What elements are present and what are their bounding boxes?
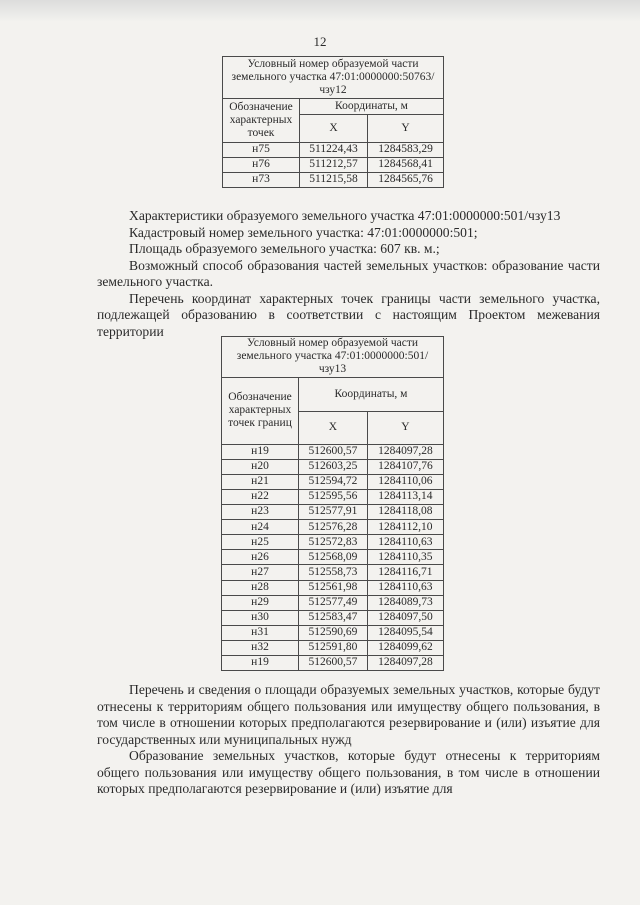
y-coordinate: 1284116,71 [367, 565, 443, 580]
y-coordinate: 1284095,54 [367, 625, 443, 640]
table-row [222, 565, 444, 580]
point-label: н30 [222, 610, 299, 625]
paragraph: Характеристики образуемого земельного участка 47:01:0000000:501/чзу13 [129, 208, 561, 223]
x-coordinate: 512577,49 [299, 595, 368, 610]
table-row [222, 444, 444, 459]
paragraph: Перечень и сведения о площади образуемых земельных участков, которые будут отнесены к территориям общего пользования или имуществу общего пользования, в том числе в отношении которых предполагаются резервирование и (или) изъятие для государственных или муниципальных нужд [97, 682, 600, 747]
y-coordinate: 1284110,63 [367, 580, 443, 595]
point-label: н19 [222, 444, 299, 459]
x-coordinate: 512583,47 [299, 610, 368, 625]
y-header: Y [368, 115, 444, 143]
table-caption: Условный номер образуемой части земельного участка 47:01:0000000:50763/чзу12 [223, 57, 444, 99]
x-coordinate: 511215,58 [300, 173, 368, 188]
paragraph: Образование земельных участков, которые будут отнесены к территориям общего пользования или имуществу общего пользования, в том числе в отношении которых предполагаются резервирование и (или) изъятие для [97, 748, 600, 796]
table-row [222, 580, 444, 595]
y-coordinate: 1284113,14 [367, 489, 443, 504]
point-label: н73 [223, 173, 300, 188]
x-coordinate: 511224,43 [300, 143, 368, 158]
table-row [223, 173, 444, 188]
y-coordinate: 1284118,08 [367, 505, 443, 520]
x-coordinate: 512561,98 [299, 580, 368, 595]
point-label: н31 [222, 625, 299, 640]
point-label: н28 [222, 580, 299, 595]
y-coordinate: 1284565,76 [368, 173, 444, 188]
point-label: н24 [222, 520, 299, 535]
point-column-header: Обозначение характерных точек границ [222, 377, 299, 444]
y-coordinate: 1284110,63 [367, 535, 443, 550]
paragraph: Площадь образуемого земельного участка: 607 кв. м.; [129, 241, 440, 256]
page-number: 12 [313, 34, 327, 49]
table-row [222, 520, 444, 535]
point-label: н29 [222, 595, 299, 610]
table-row [222, 505, 444, 520]
y-coordinate: 1284097,50 [367, 610, 443, 625]
x-coordinate: 512576,28 [299, 520, 368, 535]
x-coordinate: 512572,83 [299, 535, 368, 550]
point-label: н75 [223, 143, 300, 158]
table-row [222, 655, 444, 670]
x-coordinate: 512558,73 [299, 565, 368, 580]
coordinates-header: Координаты, м [300, 99, 444, 115]
table-caption: Условный номер образуемой части земельного участка 47:01:0000000:501/чзу13 [222, 337, 444, 378]
x-coordinate: 512594,72 [299, 474, 368, 489]
y-coordinate: 1284583,29 [368, 143, 444, 158]
y-coordinate: 1284568,41 [368, 158, 444, 173]
x-coordinate: 512590,69 [299, 625, 368, 640]
x-coordinate: 511212,57 [300, 158, 368, 173]
public-use-land-section [97, 682, 600, 798]
coordinates-table-chzu13 [221, 336, 444, 671]
scan-shadow [0, 0, 640, 22]
x-coordinate: 512577,91 [299, 505, 368, 520]
coordinates-table-chzu12 [222, 56, 444, 188]
point-label: н20 [222, 459, 299, 474]
y-header: Y [367, 411, 443, 444]
point-label: н26 [222, 550, 299, 565]
table-row [223, 158, 444, 173]
x-coordinate: 512568,09 [299, 550, 368, 565]
point-label: н19 [222, 655, 299, 670]
point-label: н27 [222, 565, 299, 580]
coordinates-header: Координаты, м [299, 377, 444, 411]
y-coordinate: 1284110,06 [367, 474, 443, 489]
x-coordinate: 512591,80 [299, 640, 368, 655]
x-coordinate: 512603,25 [299, 459, 368, 474]
table-row [222, 595, 444, 610]
y-coordinate: 1284112,10 [367, 520, 443, 535]
y-coordinate: 1284089,73 [367, 595, 443, 610]
point-label: н32 [222, 640, 299, 655]
point-label: н22 [222, 489, 299, 504]
table-row [222, 610, 444, 625]
table-row [222, 640, 444, 655]
y-coordinate: 1284097,28 [367, 444, 443, 459]
x-coordinate: 512600,57 [299, 655, 368, 670]
x-header: X [300, 115, 368, 143]
point-label: н76 [223, 158, 300, 173]
table-row [222, 625, 444, 640]
y-coordinate: 1284110,35 [367, 550, 443, 565]
paragraph: Кадастровый номер земельного участка: 47:01:0000000:501; [129, 224, 478, 240]
paragraph: Перечень координат характерных точек границы части земельного участка, подлежащей образованию в соответствии с настоящим Проектом межевания территории [97, 290, 600, 339]
y-coordinate: 1284107,76 [367, 459, 443, 474]
y-coordinate: 1284099,62 [367, 640, 443, 655]
paragraph: Возможный способ образования частей земельных участков: образование части земельного участка. [97, 257, 600, 289]
table-row [222, 489, 444, 504]
point-column-header: Обозначение характерных точек [223, 99, 300, 143]
point-label: н21 [222, 474, 299, 489]
table-row [223, 143, 444, 158]
point-label: н23 [222, 505, 299, 520]
y-coordinate: 1284097,28 [367, 655, 443, 670]
x-coordinate: 512595,56 [299, 489, 368, 504]
point-label: н25 [222, 535, 299, 550]
x-coordinate: 512600,57 [299, 444, 368, 459]
x-header: X [299, 411, 368, 444]
land-plot-characteristics [97, 208, 600, 340]
table-row [222, 550, 444, 565]
table-row [222, 535, 444, 550]
table-row [222, 459, 444, 474]
table-row [222, 474, 444, 489]
